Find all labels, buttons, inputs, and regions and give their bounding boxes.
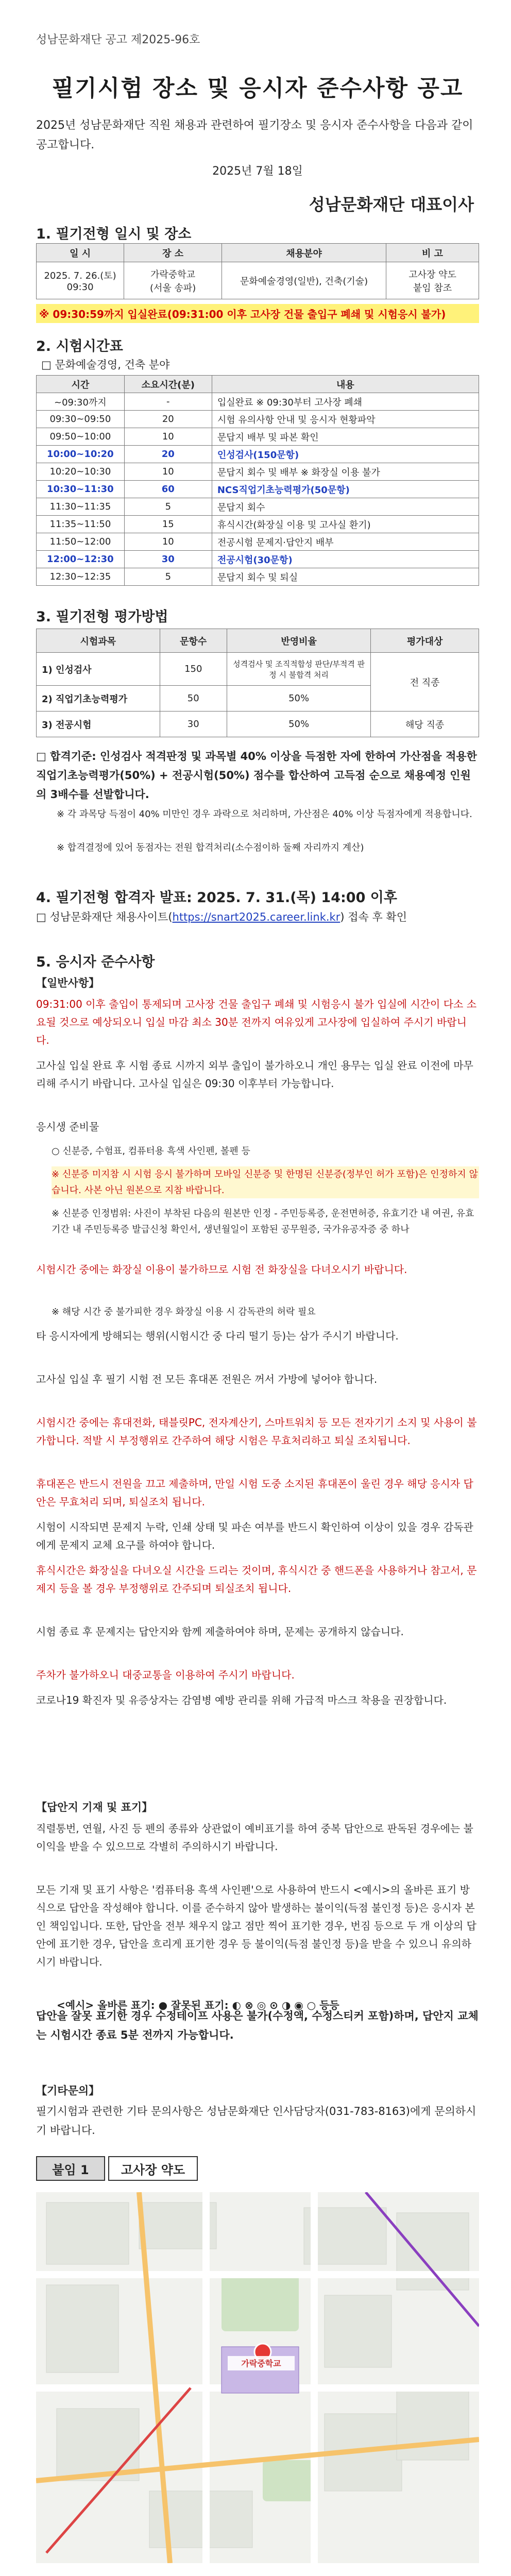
table-header: 문항수 <box>160 629 227 653</box>
table-cell: 5 <box>124 498 212 516</box>
organization-name: 성남문화재단 대표이사 <box>309 195 474 214</box>
answer-rule-item: 모든 기재 및 표기 사항은 '컴퓨터용 흑색 사인펜'으로 사용하여 반드시 <예시>의 올바른 표기 방식으로 답안을 작성해야 합니다. 이를 준수하지 않아 발생하는 불이익(득점 불인정 등)은 응시자 본인 책임입니다. 또한, 답안을 전부 채우지 않고 점만 찍어 표기한 경우, 번짐 등으로 두 개 이상의 답안에 표기한 경우, 답안을 흐리게 표기한 경우 등 불이익(득점 불인정 등)을 받을 수 있으니 유의하시기 바랍니다. <box>36 1884 476 1968</box>
timetable-row <box>37 428 479 446</box>
table-cell: 10 <box>124 463 212 481</box>
rule-item: 주차가 불가하오니 대중교통을 이용하여 주시기 바랍니다. <box>36 1669 295 1681</box>
rule-item: 코로나19 확진자 및 유증상자는 감염병 예방 관리를 위해 가급적 마스크 착용을 권장합니다. <box>36 1694 447 1706</box>
table-header: 평가대상 <box>371 629 479 653</box>
table-cell: 문답지 회수 및 배부 ※ 화장실 이용 불가 <box>212 463 479 481</box>
table-header: 장 소 <box>124 244 222 262</box>
rule-item: ※ 신분증 미지참 시 시험 응시 불가하며 모바일 신분증 및 한명된 신분증(정부인 허가 포함)은 인정하지 않습니다. 사본 아닌 원본으로 지참 바랍니다. <box>52 1166 479 1198</box>
table-cell: - <box>124 393 212 411</box>
table-cell: 12:30~12:35 <box>37 568 125 586</box>
table-cell: 가락중학교 (서울 송파) <box>124 262 222 299</box>
rule-item: 휴식시간은 화장실을 다녀오실 시간을 드리는 것이며, 휴식시간 중 핸드폰을 사용하거나 참고서, 문제지 등을 볼 경우 부정행위로 간주되며 퇴실조치 됩니다. <box>36 1564 477 1595</box>
table-cell: 문답지 배부 및 파본 확인 <box>212 428 479 446</box>
table-cell: 전 직종 <box>371 653 479 711</box>
answer-rule-item: <예시> 올바른 표기: ● 잘못된 표기: ◐ ⊗ ◎ ⊙ ◑ ◉ ○ 등등 <box>57 1999 339 2011</box>
table-cell: 10:00~10:20 <box>37 446 125 463</box>
table-header: 채용분야 <box>222 244 386 262</box>
rule-item: 타 응시자에게 방해되는 행위(시험시간 중 다리 떨기 등)는 삼가 주시기 바랍니다. <box>36 1330 399 1342</box>
table-cell: 문답지 회수 <box>212 498 479 516</box>
other-inquiry: 필기시험과 관련한 기타 문의사항은 성남문화재단 인사담당자(031-783-8163)에게 문의하시기 바랍니다. <box>36 2105 476 2137</box>
attachment-title: 고사장 약도 <box>108 2156 198 2181</box>
page-title: 필기시험 장소 및 응시자 준수사항 공고 <box>52 75 464 101</box>
table-cell: 문답지 회수 및 퇴실 <box>212 568 479 586</box>
rule-item: 시험이 시작되면 문제지 누락, 인쇄 상태 및 파손 여부를 반드시 확인하여 이상이 있을 경우 감독관에게 문제지 교체 요구를 하여야 합니다. <box>36 1521 473 1551</box>
table-cell: 시험 유의사항 안내 및 응시자 현황파악 <box>212 411 479 428</box>
section2-title: 2. 시험시간표 <box>36 338 123 354</box>
table-cell: 10:20~10:30 <box>37 463 125 481</box>
table-cell: ~09:30까지 <box>37 393 125 411</box>
notice-date: 2025년 7월 18일 <box>212 165 303 178</box>
section3-title: 3. 필기전형 평가방법 <box>36 609 168 625</box>
pass-criteria: □ 합격기준: 인성검사 적격판정 및 과목별 40% 이상을 득점한 자에 한하여 가산점을 적용한 직업기초능력평가(50%) + 전공시험(50%) 점수를 합산하여 고득점 순으로 채용예정 인원의 3배수를 선발합니다. <box>36 750 477 801</box>
exam-timetable <box>36 375 479 586</box>
section4-title: 4. 필기전형 합격자 발표: 2025. 7. 31.(목) 14:00 이후 <box>36 890 397 906</box>
table-header: 비 고 <box>386 244 479 262</box>
timetable-row <box>37 551 479 568</box>
table-header: 반영비율 <box>227 629 370 653</box>
table-cell: 3) 전공시험 <box>37 711 160 737</box>
table-cell: 50% <box>227 686 370 711</box>
timetable-row <box>37 393 479 411</box>
table-cell: 30 <box>124 551 212 568</box>
recruit-site-link[interactable]: https://snart2025.career.link.kr <box>172 911 340 923</box>
table-cell: 30 <box>160 711 227 737</box>
table-cell: 11:35~11:50 <box>37 516 125 533</box>
table-cell: 11:50~12:00 <box>37 533 125 551</box>
table-header: 내용 <box>212 376 479 393</box>
timetable-row <box>37 411 479 428</box>
rule-item: 고사실 입실 후 필기 시험 전 모든 휴대폰 전원은 꺼서 가방에 넣어야 합니다. <box>36 1373 378 1385</box>
intro-text: 2025년 성남문화재단 직원 채용과 관련하여 필기장소 및 응시자 준수사항을 다음과 같이 공고합니다. <box>36 119 473 151</box>
timetable-row <box>37 516 479 533</box>
rule-item: ※ 신분증 인정범위: 사진이 부착된 다음의 원본만 인정 - 주민등록증, 운전면허증, 유효기간 내 여권, 유효기간 내 주민등록증 발급신청 확인서, 생년월일이 포함된 공무원증, 국가유공자증 중 하나 <box>52 1208 474 1235</box>
tie-note: ※ 합격결정에 있어 동점자는 전원 합격처리(소수점이하 둘째 자리까지 계산) <box>57 842 364 853</box>
table-cell: 15 <box>124 516 212 533</box>
timetable-row <box>37 446 479 463</box>
table-cell: 전공시험(30문항) <box>212 551 479 568</box>
rule-item: 시험시간 중에는 휴대전화, 태블릿PC, 전자계산기, 스마트워치 등 모든 전자기기 소지 및 사용이 불가합니다. 적발 시 부정행위로 간주하여 해당 시험은 무효처리하고 퇴실 조치됩니다. <box>36 1416 477 1447</box>
attachment-tab: 붙임 1 <box>36 2156 105 2181</box>
table-cell: 20 <box>124 411 212 428</box>
entry-deadline-notice: ※ 09:30:59까지 입실완료(09:31:00 이후 고사장 건물 출입구 폐쇄 및 시험응시 불가) <box>36 304 479 323</box>
rule-item: 응시생 준비물 <box>36 1121 99 1133</box>
table-cell: 50% <box>227 711 370 737</box>
answer-rule-item: 직렬통번, 연월, 사진 등 펜의 종류와 상관없이 예비표기를 하여 중복 답안으로 판독된 경우에는 불이익을 받을 수 있으므로 각별히 주의하시기 바랍니다. <box>36 1822 473 1853</box>
exam-schedule-table <box>36 243 479 299</box>
table-cell: NCS직업기초능력평가(50문항) <box>212 481 479 498</box>
table-cell: 2) 직업기초능력평가 <box>37 686 160 711</box>
table-cell: 입실완료 ※ 09:30부터 고사장 폐쇄 <box>212 393 479 411</box>
result-site-prefix: □ 성남문화재단 채용사이트( <box>36 911 173 923</box>
result-site-suffix: ) 접속 후 확인 <box>340 911 407 923</box>
result-site-line <box>36 908 479 927</box>
table-cell: 09:50~10:00 <box>37 428 125 446</box>
rule-item: 고사실 입실 완료 후 시험 종료 시까지 외부 출입이 불가하오니 개인 용무는 입실 완료 이전에 마무리해 주시기 바랍니다. 고사실 입실은 09:30 이후부터 가능합니다. <box>36 1059 473 1090</box>
table-cell: 10 <box>124 428 212 446</box>
table-cell: 휴식시간(화장실 이용 및 고사실 환기) <box>212 516 479 533</box>
table-cell: 50 <box>160 686 227 711</box>
table-cell: 10 <box>124 533 212 551</box>
table-cell: 인성검사(150문항) <box>212 446 479 463</box>
section2-subtitle: □ 문화예술경영, 건축 분야 <box>41 359 170 371</box>
timetable-row <box>37 498 479 516</box>
table-cell: 해당 직종 <box>371 711 479 737</box>
timetable-row <box>37 463 479 481</box>
cutoff-note: ※ 각 과목당 득점이 40% 미만인 경우 과락으로 처리하며, 가산점은 40% 이상 득점자에게 적용합니다. <box>57 809 472 820</box>
table-cell: 20 <box>124 446 212 463</box>
rule-item: 시험 종료 후 문제지는 답안지와 함께 제출하여야 하며, 문제는 공개하지 않습니다. <box>36 1625 404 1638</box>
exam-site-map <box>36 2192 479 2563</box>
answer-correction-note: 답안을 잘못 표기한 경우 수정테이프 사용은 불가(수정액, 수정스티커 포함)하며, 답안지 교체는 시험시간 종료 5분 전까지 가능합니다. <box>36 2010 479 2041</box>
table-cell: 5 <box>124 568 212 586</box>
section5-title: 5. 응시자 준수사항 <box>36 954 155 970</box>
table-cell: 150 <box>160 653 227 686</box>
table-header: 시험과목 <box>37 629 160 653</box>
table-cell: 1) 인성검사 <box>37 653 160 686</box>
rule-item: 시험시간 중에는 화장실 이용이 불가하므로 시험 전 화장실을 다녀오시기 바랍니다. <box>36 1263 407 1276</box>
table-cell: 문화예술경영(일반), 건축(기술) <box>222 262 386 299</box>
map-illustration <box>36 2192 479 2563</box>
general-heading: 【일반사항】 <box>36 977 100 989</box>
notice-number: 성남문화재단 공고 제2025-96호 <box>36 33 200 46</box>
table-header: 소요시간(분) <box>124 376 212 393</box>
table-cell: 09:30~09:50 <box>37 411 125 428</box>
rule-item: 09:31:00 이후 출입이 통제되며 고사장 건물 출입구 폐쇄 및 시험응시 불가 입실에 시간이 다소 소요될 것으로 예상되오니 입실 마감 최소 30분 전까지 여유있게 고사장에 입실하여 주시기 바랍니다. <box>36 998 477 1046</box>
evaluation-table <box>36 629 479 737</box>
table-cell: 고사장 약도 붙임 참조 <box>386 262 479 299</box>
answer-heading: 【답안지 기재 및 표기】 <box>36 1801 153 1814</box>
timetable-row <box>37 568 479 586</box>
rule-item: ※ 해당 시간 중 불가피한 경우 화장실 이용 시 감독관의 허락 필요 <box>52 1307 316 1317</box>
table-header: 일 시 <box>37 244 124 262</box>
table-header: 시간 <box>37 376 125 393</box>
rule-item: ○ 신분증, 수험표, 컴퓨터용 흑색 사인펜, 볼펜 등 <box>52 1146 250 1157</box>
rule-item: 휴대폰은 반드시 전원을 끄고 제출하며, 만일 시험 도중 소지된 휴대폰이 울린 경우 해당 응시자 답안은 무효처리 되며, 퇴실조치 됩니다. <box>36 1478 473 1508</box>
timetable-row <box>37 481 479 498</box>
table-cell: 12:00~12:30 <box>37 551 125 568</box>
map-school-label: 가락중학교 <box>241 2359 281 2368</box>
table-cell: 11:30~11:35 <box>37 498 125 516</box>
table-cell: 10:30~11:30 <box>37 481 125 498</box>
table-cell: 60 <box>124 481 212 498</box>
table-cell: 2025. 7. 26.(토) 09:30 <box>37 262 124 299</box>
table-cell: 성격검사 및 조직적합성 판단/부적격 판정 시 불합격 처리 <box>227 653 370 686</box>
other-heading: 【기타문의】 <box>36 2084 100 2097</box>
section1-title: 1. 필기전형 일시 및 장소 <box>36 226 192 242</box>
table-cell: 전공시험 문제지·답안지 배부 <box>212 533 479 551</box>
timetable-row <box>37 533 479 551</box>
